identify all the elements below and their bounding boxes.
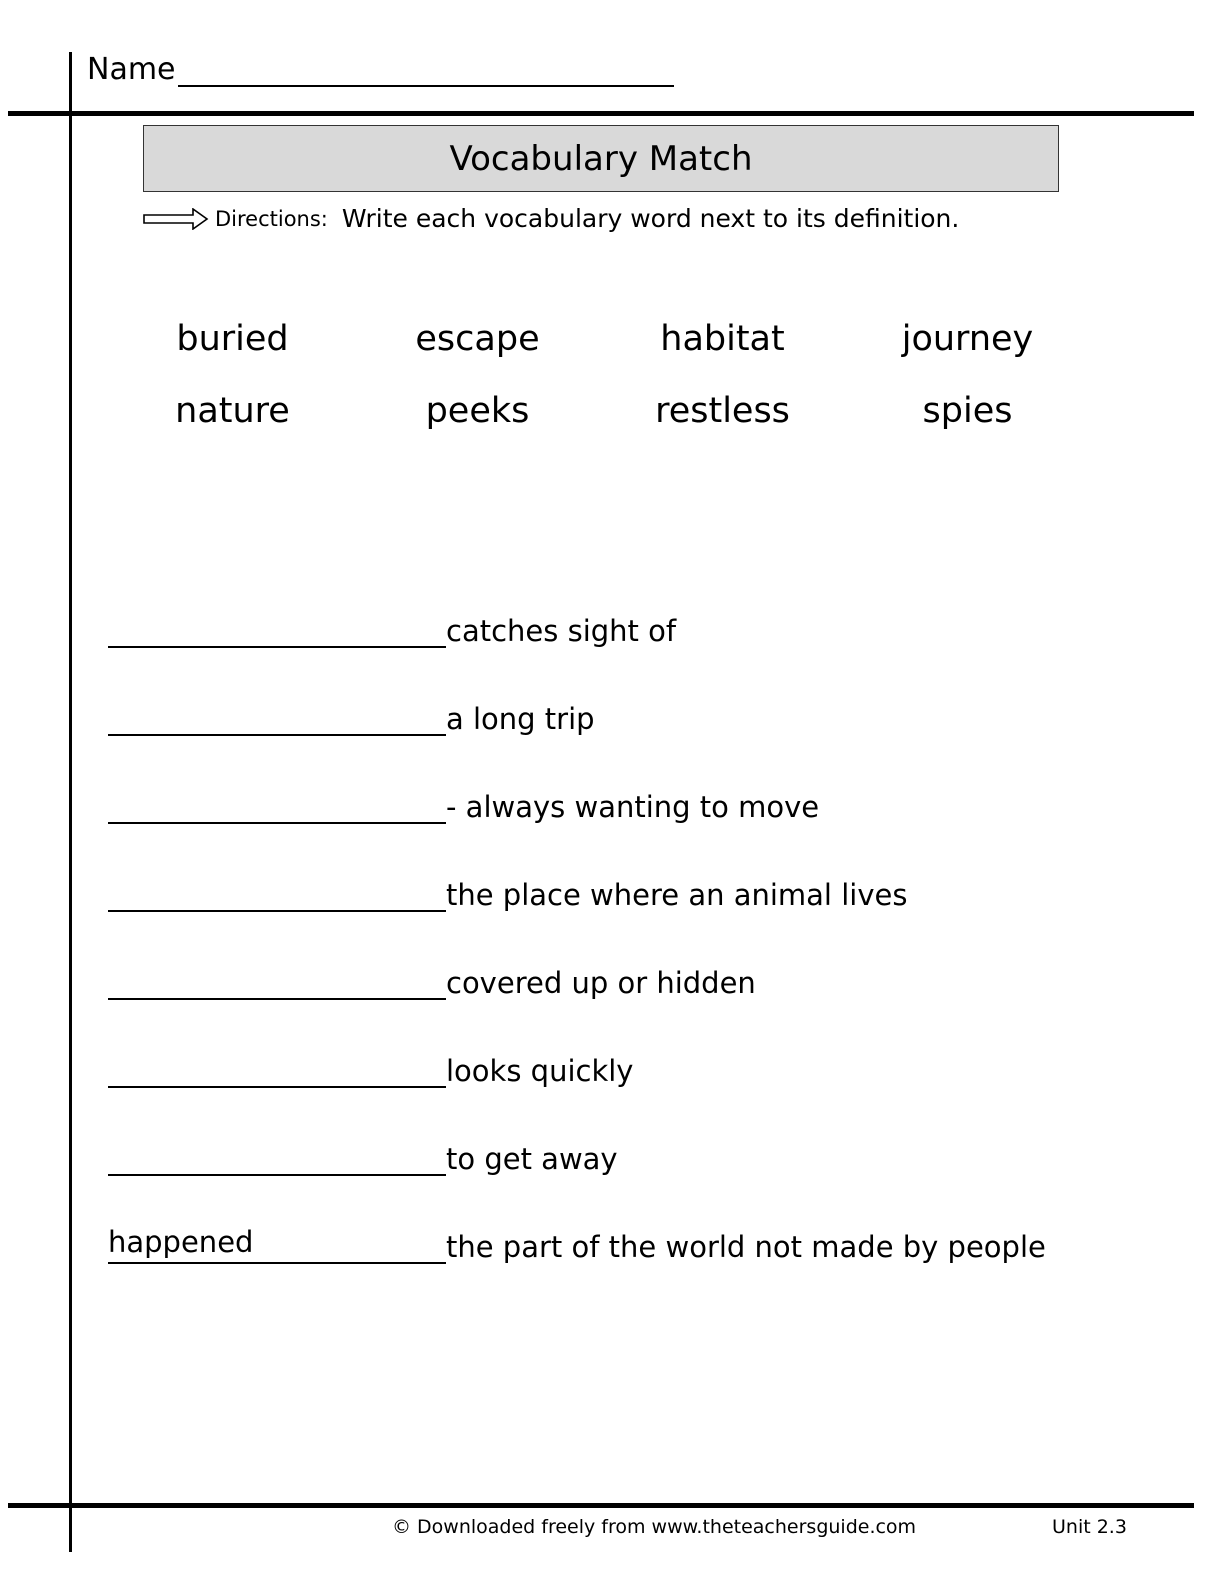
definition-row	[108, 1000, 1046, 1088]
name-field-row	[87, 52, 674, 87]
directions-label: Directions:	[215, 206, 328, 231]
definition-row	[108, 560, 1046, 648]
definition-row	[108, 736, 1046, 824]
copyright-notice: © Downloaded freely from www.theteachersguide.com	[392, 1516, 917, 1538]
word-bank-item: nature	[175, 391, 290, 431]
answer-blank[interactable]	[108, 958, 446, 1000]
word-bank-item: habitat	[660, 319, 785, 359]
answer-blank[interactable]	[108, 694, 446, 736]
definition-text: - always wanting to move	[446, 790, 820, 824]
answer-blank[interactable]	[108, 1134, 446, 1176]
definition-text: catches sight of	[446, 614, 677, 648]
definition-text: to get away	[446, 1142, 618, 1176]
word-bank-item: escape	[415, 319, 540, 359]
word-bank-item: journey	[901, 319, 1034, 359]
definition-row	[108, 648, 1046, 736]
footer-rule	[8, 1503, 1194, 1508]
word-bank-item: peeks	[425, 391, 530, 431]
word-bank-item: buried	[176, 319, 289, 359]
stray-text: happened	[108, 1225, 254, 1259]
margin-vertical-rule	[69, 52, 72, 1552]
answer-blank[interactable]	[108, 606, 446, 648]
name-label: Name	[87, 52, 176, 87]
title-banner	[143, 125, 1059, 192]
name-blank-line[interactable]	[178, 55, 674, 87]
header-rule	[8, 111, 1194, 116]
arrow-right-icon	[143, 208, 209, 230]
definition-text: covered up or hidden	[446, 966, 756, 1000]
directions	[143, 204, 959, 233]
word-bank	[110, 318, 1070, 432]
definition-row	[108, 824, 1046, 912]
definition-text: the place where an animal lives	[446, 878, 908, 912]
unit-label: Unit 2.3	[1052, 1516, 1127, 1538]
answer-blank[interactable]	[108, 870, 446, 912]
definition-text: looks quickly	[446, 1054, 634, 1088]
directions-text: Write each vocabulary word next to its definition.	[341, 204, 960, 233]
word-bank-item: spies	[922, 391, 1013, 431]
definition-list	[108, 560, 1046, 1264]
definition-text: a long trip	[446, 702, 595, 736]
page-title: Vocabulary Match	[449, 138, 753, 179]
definition-row	[108, 1088, 1046, 1176]
word-bank-item: restless	[655, 391, 790, 431]
definition-text: the part of the world not made by people	[446, 1230, 1046, 1264]
definition-row	[108, 912, 1046, 1000]
answer-blank[interactable]	[108, 1046, 446, 1088]
answer-blank[interactable]	[108, 782, 446, 824]
